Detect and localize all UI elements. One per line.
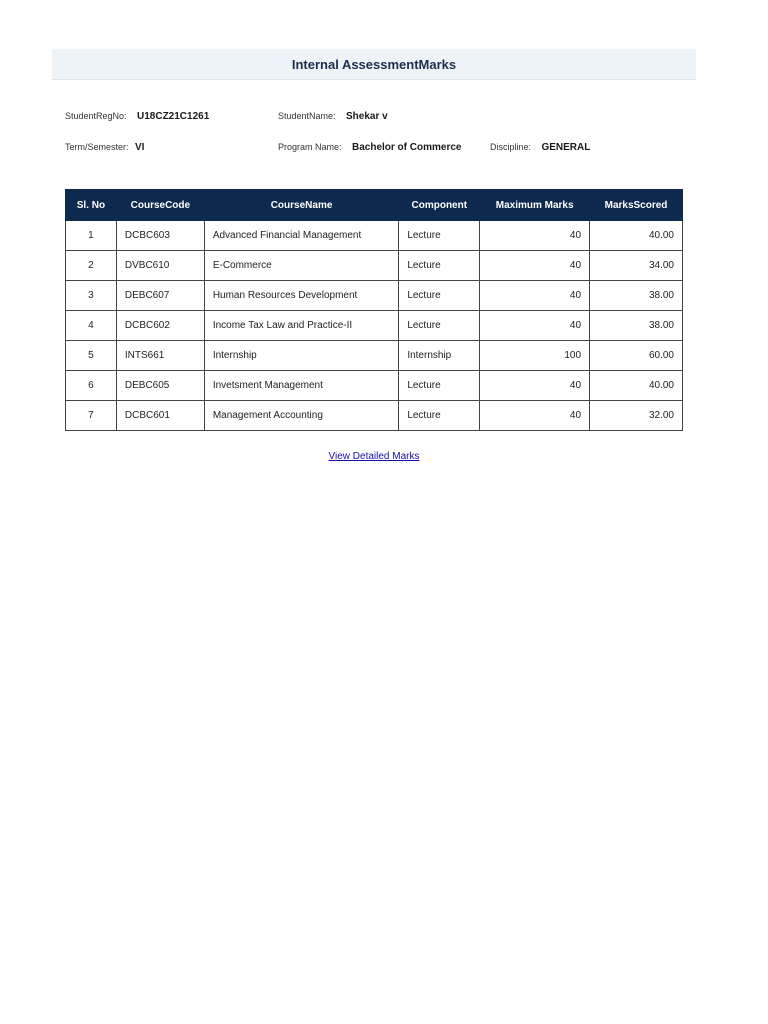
student-name-value: Shekar v xyxy=(346,111,388,122)
cell-marks-scored: 60.00 xyxy=(590,341,683,371)
col-header-marks-scored: MarksScored xyxy=(590,190,683,221)
page-title: Internal AssessmentMarks xyxy=(291,56,457,72)
cell-marks-scored: 34.00 xyxy=(590,251,683,281)
cell-component: Internship xyxy=(399,341,480,371)
cell-marks-scored: 38.00 xyxy=(590,311,683,341)
table-row xyxy=(66,281,683,311)
cell-course-code: DEBC605 xyxy=(116,371,204,401)
cell-maximum-marks: 40 xyxy=(480,311,590,341)
term-value: VI xyxy=(134,142,145,153)
cell-course-name: Income Tax Law and Practice-II xyxy=(204,311,399,341)
cell-course-name: Human Resources Development xyxy=(204,281,399,311)
cell-maximum-marks: 40 xyxy=(480,371,590,401)
cell-sl-no: 6 xyxy=(66,371,117,401)
cell-course-name: Management Accounting xyxy=(204,401,399,431)
cell-course-name: Invetsment Management xyxy=(204,371,399,401)
col-header-course-code: CourseCode xyxy=(116,190,204,221)
cell-sl-no: 4 xyxy=(66,311,117,341)
cell-marks-scored: 40.00 xyxy=(590,371,683,401)
col-header-sl-no: Sl. No xyxy=(66,190,117,221)
cell-course-name: E-Commerce xyxy=(204,251,399,281)
student-name-field xyxy=(278,106,388,124)
cell-sl-no: 5 xyxy=(66,341,117,371)
table-row xyxy=(66,401,683,431)
table-header-row xyxy=(66,190,683,221)
reg-no-value: U18CZ21C1261 xyxy=(137,111,210,122)
table-row xyxy=(66,371,683,401)
table-row xyxy=(66,341,683,371)
cell-component: Lecture xyxy=(399,401,480,431)
cell-component: Lecture xyxy=(399,371,480,401)
program-label: Program Name: xyxy=(278,142,342,152)
marks-table xyxy=(65,189,683,431)
cell-component: Lecture xyxy=(399,281,480,311)
page-title-bar xyxy=(52,49,696,80)
cell-course-code: DCBC601 xyxy=(116,401,204,431)
student-name-label: StudentName: xyxy=(278,111,336,121)
cell-marks-scored: 40.00 xyxy=(590,221,683,251)
discipline-label: Discipline: xyxy=(490,142,532,152)
cell-course-name: Internship xyxy=(204,341,399,371)
cell-maximum-marks: 100 xyxy=(480,341,590,371)
reg-no-label: StudentRegNo: xyxy=(65,111,127,121)
cell-component: Lecture xyxy=(399,251,480,281)
cell-maximum-marks: 40 xyxy=(480,221,590,251)
cell-course-code: DVBC610 xyxy=(116,251,204,281)
cell-marks-scored: 32.00 xyxy=(590,401,683,431)
cell-maximum-marks: 40 xyxy=(480,401,590,431)
col-header-maximum-marks: Maximum Marks xyxy=(480,190,590,221)
view-detailed-marks-link[interactable]: View Detailed Marks xyxy=(328,451,420,462)
table-row xyxy=(66,251,683,281)
col-header-component: Component xyxy=(399,190,480,221)
cell-course-code: INTS661 xyxy=(116,341,204,371)
table-row xyxy=(66,221,683,251)
discipline-field xyxy=(490,137,590,155)
cell-component: Lecture xyxy=(399,221,480,251)
term-label: Term/Semester: xyxy=(65,142,129,152)
cell-maximum-marks: 40 xyxy=(480,251,590,281)
reg-no-field xyxy=(65,106,209,124)
cell-sl-no: 2 xyxy=(66,251,117,281)
cell-sl-no: 3 xyxy=(66,281,117,311)
program-value: Bachelor of Commerce xyxy=(351,142,462,153)
program-field xyxy=(278,137,461,155)
view-detailed-marks-container xyxy=(0,451,748,462)
term-field xyxy=(65,137,144,155)
cell-course-code: DCBC603 xyxy=(116,221,204,251)
cell-maximum-marks: 40 xyxy=(480,281,590,311)
cell-course-code: DCBC602 xyxy=(116,311,204,341)
cell-marks-scored: 38.00 xyxy=(590,281,683,311)
cell-component: Lecture xyxy=(399,311,480,341)
col-header-course-name: CourseName xyxy=(204,190,399,221)
cell-course-name: Advanced Financial Management xyxy=(204,221,399,251)
cell-sl-no: 1 xyxy=(66,221,117,251)
cell-course-code: DEBC607 xyxy=(116,281,204,311)
cell-sl-no: 7 xyxy=(66,401,117,431)
discipline-value: GENERAL xyxy=(541,142,591,153)
table-row xyxy=(66,311,683,341)
